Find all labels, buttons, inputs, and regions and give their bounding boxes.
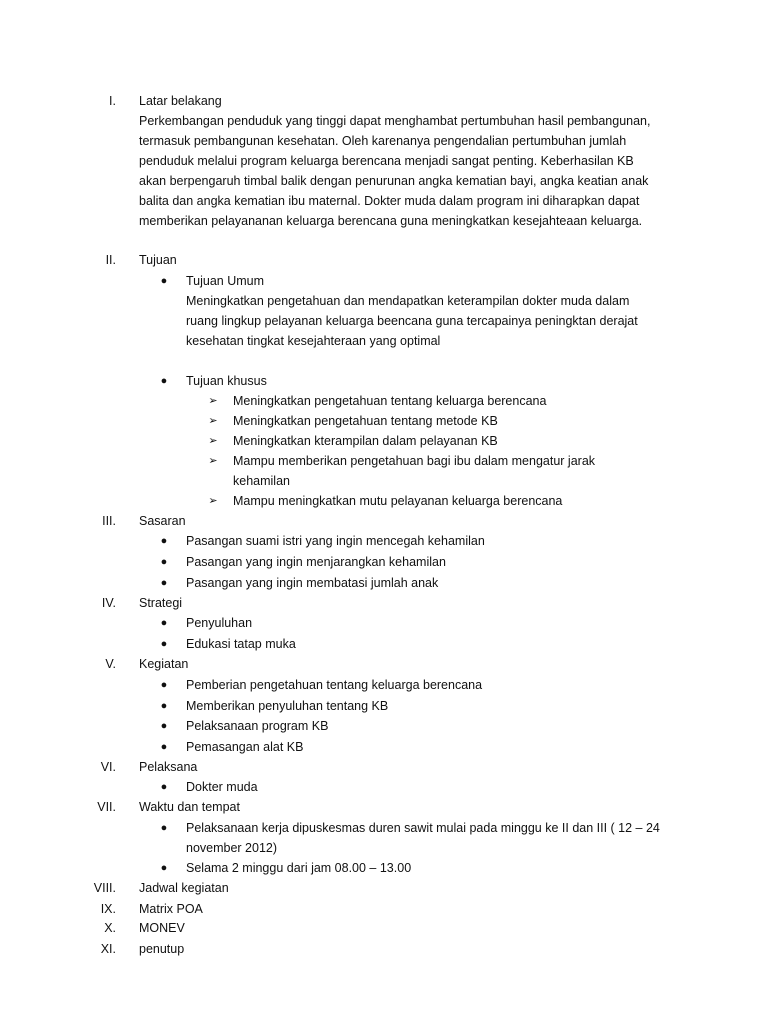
section-number: II. xyxy=(105,253,116,267)
list-item: Selama 2 minggu dari jam 08.00 – 13.00 xyxy=(186,861,412,875)
section-title-waktu-dan-tempat: Waktu dan tempat xyxy=(139,800,240,814)
list-item: Pasangan yang ingin membatasi jumlah anak xyxy=(186,576,439,590)
list-item: Memberikan penyuluhan tentang KB xyxy=(186,699,389,713)
arrow-bullet-icon: ➢ xyxy=(208,415,218,427)
list-item: Penyuluhan xyxy=(186,616,253,630)
bullet-icon: ● xyxy=(160,741,168,753)
bullet-icon: ● xyxy=(160,275,168,287)
list-item: Pemasangan alat KB xyxy=(186,740,304,754)
bullet-icon: ● xyxy=(160,577,168,589)
list-item: Pemberian pengetahuan tentang keluarga berencana xyxy=(186,678,483,692)
bullet-icon: ● xyxy=(160,822,168,834)
list-item: Meningkatkan pengetahuan tentang keluarga berencana xyxy=(233,394,547,408)
bullet-icon: ● xyxy=(160,679,168,691)
section-number: V. xyxy=(105,657,116,671)
arrow-bullet-icon: ➢ xyxy=(208,395,218,407)
arrow-bullet-icon: ➢ xyxy=(208,435,218,447)
section-number: VII. xyxy=(97,800,116,814)
section-number: X. xyxy=(104,921,116,935)
bullet-icon: ● xyxy=(160,638,168,650)
bullet-icon: ● xyxy=(160,375,168,387)
list-item: Pelaksanaan kerja dipuskesmas duren sawit mulai pada minggu ke II dan III ( 12 – 24 xyxy=(186,821,660,835)
section-title-jadwal-kegiatan: Jadwal kegiatan xyxy=(139,881,229,895)
section-number: I. xyxy=(109,94,116,108)
section-title-strategi: Strategi xyxy=(139,596,183,610)
paragraph-line: akan berpengaruh timbal balik dengan penurunan angka kematian bayi, angka keatian anak xyxy=(139,174,649,188)
paragraph-line: kesehatan tingkat kesejahteraan yang optimal xyxy=(186,334,441,348)
bullet-icon: ● xyxy=(160,617,168,629)
section-title-monev: MONEV xyxy=(139,921,185,935)
section-number: III. xyxy=(102,514,116,528)
section-title-pelaksana: Pelaksana xyxy=(139,760,198,774)
list-item-continuation: november 2012) xyxy=(186,841,278,855)
list-item: Meningkatkan kterampilan dalam pelayanan KB xyxy=(233,434,498,448)
section-title-sasaran: Sasaran xyxy=(139,514,186,528)
list-item: Pelaksanaan program KB xyxy=(186,719,329,733)
arrow-bullet-icon: ➢ xyxy=(208,455,218,467)
paragraph-line: Perkembangan penduduk yang tinggi dapat menghambat pertumbuhan hasil pembangunan, xyxy=(139,114,651,128)
list-item: Mampu meningkatkan mutu pelayanan keluarga berencana xyxy=(233,494,563,508)
list-item: Meningkatkan pengetahuan tentang metode KB xyxy=(233,414,498,428)
bullet-icon: ● xyxy=(160,720,168,732)
paragraph-line: termasuk pembangunan kesehatan. Oleh karenanya pengendalian pertumbuhan jumlah xyxy=(139,134,627,148)
section-number: VIII. xyxy=(93,881,116,895)
paragraph-line: Meningkatkan pengetahuan dan mendapatkan keterampilan dokter muda dalam xyxy=(186,294,630,308)
section-title-kegiatan: Kegiatan xyxy=(139,657,189,671)
section-title-matrix-poa: Matrix POA xyxy=(139,902,203,916)
bullet-icon: ● xyxy=(160,535,168,547)
list-item: Pasangan yang ingin menjarangkan kehamilan xyxy=(186,555,446,569)
section-title-penutup: penutup xyxy=(139,942,185,956)
section-title-tujuan: Tujuan xyxy=(139,253,177,267)
subheading-tujuan-umum: Tujuan Umum xyxy=(186,274,265,288)
section-title-latar-belakang: Latar belakang xyxy=(139,94,222,108)
paragraph-line: memberikan pelayananan keluarga berencana guna meningkatkan kesejahteaan keluarga. xyxy=(139,214,643,228)
section-number: XI. xyxy=(100,942,116,956)
section-number: VI. xyxy=(100,760,116,774)
list-item: Edukasi tatap muka xyxy=(186,637,296,651)
section-number: IV. xyxy=(101,596,116,610)
paragraph-line: ruang lingkup pelayanan keluarga beencana guna tercapainya peningktan derajat xyxy=(186,314,638,328)
list-item-continuation: kehamilan xyxy=(233,474,290,488)
bullet-icon: ● xyxy=(160,700,168,712)
bullet-icon: ● xyxy=(160,556,168,568)
paragraph-line: balita dan angka kematian ibu maternal. Dokter muda dalam program ini diharapkan dapat xyxy=(139,194,640,208)
list-item: Mampu memberikan pengetahuan bagi ibu dalam mengatur jarak xyxy=(233,454,596,468)
arrow-bullet-icon: ➢ xyxy=(208,495,218,507)
subheading-tujuan-khusus: Tujuan khusus xyxy=(186,374,267,388)
bullet-icon: ● xyxy=(160,781,168,793)
bullet-icon: ● xyxy=(160,862,168,874)
list-item: Dokter muda xyxy=(186,780,258,794)
paragraph-line: penduduk melalui program keluarga berencana menjadi sangat penting. Keberhasilan KB xyxy=(139,154,634,168)
list-item: Pasangan suami istri yang ingin mencegah kehamilan xyxy=(186,534,485,548)
section-number: IX. xyxy=(100,902,116,916)
